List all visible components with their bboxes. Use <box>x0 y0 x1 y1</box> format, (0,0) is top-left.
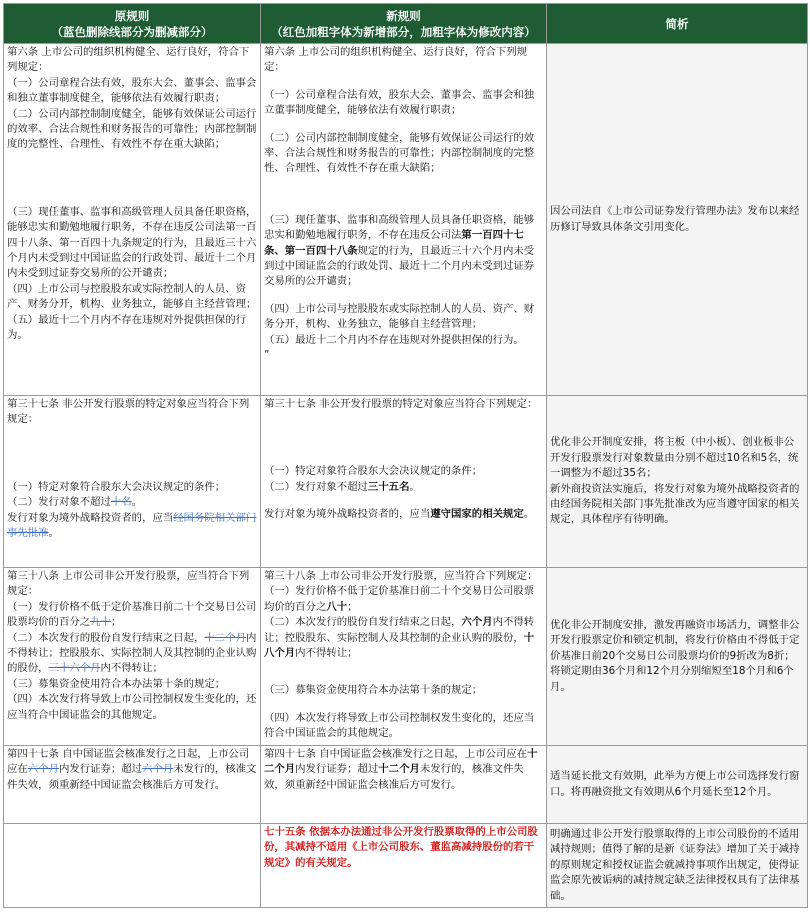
rules-comparison-table <box>3 3 808 908</box>
row2-new-item3-text-b: 。 <box>523 508 535 521</box>
row1-old-item4: （四）上市公司与控股股东或实际控制人的人员、资产、财务分开，机构、业务独立，能够自主经营管理； <box>7 282 257 311</box>
row1-old-item2: （二）公司内部控制制度健全，能够有效保证公司运行的效率、合法合规性和财务报告的可靠性；内部控制制度的完整性、合理性、有效性不存在重大缺陷； <box>7 107 257 151</box>
row3-old-item1 <box>7 600 257 631</box>
row4-new-text <box>264 747 543 793</box>
spacer <box>264 661 543 683</box>
row1-new-item5: （五）最近十二个月内不存在违规对外提供担保的行为。 <box>264 333 524 346</box>
row4-old-deleted-1: 六个月 <box>27 763 59 776</box>
spacer <box>264 290 543 302</box>
row4-analysis-text: 适当延长批文有效期，此举为方便上市公司选择发行窗口。将再融资批文有效期从6个月延长至12个月。 <box>550 770 800 798</box>
row5-new-text: 七十五条 依据本办法通过非公开发行股票取得的上市公司股份，其减持不适用《上市公司股东、董监高减持股份的若干规定》的有关规定。 <box>264 826 538 869</box>
row1-old-item3: （三）现任董事、监事和高级管理人员具备任职资格，能够忠实和勤勉地履行职务，不存在违反公司法第一百四十八条、第一百四十九条规定的行为，且最近三十六个月内未受到过中国证监会的行政处罚、最近十二个月内未受到过证券交易所的公开谴责； <box>7 205 257 280</box>
row3-old-item2-text-a: （二）本次发行的股份自发行结束之日起， <box>7 631 205 644</box>
spacer <box>264 119 543 131</box>
spacer <box>264 495 543 507</box>
row4-old-text-c: 未发行的，核准文件失效，须重新经中国证监会核准后方可发行。 <box>7 763 257 791</box>
header-new-subtitle: （红色加粗字体为新增部分，加粗字体为修改内容） <box>271 24 536 39</box>
header-analysis <box>547 4 808 44</box>
row1-new-item2: （二）公司内部控制制度健全，能够有效保证公司运行的效率、合法合规性和财务报告的可靠性；内部控制制度的完整性、合理性、有效性不存在重大缺陷； <box>264 131 535 175</box>
row3-new-cell <box>261 568 547 746</box>
row3-new-item1-text-a: （一）发行价格不低于定价基准日前二十个交易日公司股票均价的百分之 <box>264 585 535 613</box>
row1-new-item3-bold: 第一百四十七条、第一百四十八条 <box>264 229 524 257</box>
row1-new-item3-text-a: （三）现任董事、监事和高级管理人员具备任职资格，能够忠实和勤勉地履行职务，不存在违反公司法 <box>264 213 535 242</box>
row4-new-text-c: 未发行的，核准文件失效，须重新经中国证监会核准后方可发行。 <box>264 763 524 791</box>
table-row <box>4 824 808 908</box>
row1-old-item1: （一）公司章程合法有效，股东大会、董事会、监事会和独立董事制度健全，能够依法有效履行职责； <box>7 76 257 105</box>
row1-old-item5: （五）最近十二个月内不存在违规对外提供担保的行为。 <box>7 313 246 342</box>
table-row <box>4 396 808 568</box>
header-old-subtitle: （蓝色删除线部分为删减部分） <box>51 24 213 39</box>
table-row <box>4 44 808 396</box>
row4-old-text <box>7 747 257 793</box>
row3-old-item2-deleted: 十二个月 <box>204 631 246 644</box>
row2-old-item2-text-a: （二）发行对象不超过 <box>7 496 111 509</box>
spacer <box>264 177 543 213</box>
row3-old-item1-deleted: 九十 <box>90 616 111 629</box>
row5-analysis-text: 明确通过非公开发行股票取得的上市公司股份的不适用减持规则；值得了解的是新《证券法》增加了关于减持的原则规定和授权证监会就减持事项作出规定，使得证监会原先被诟病的减持规定缺乏法律授权具有了法律基础。 <box>550 827 800 902</box>
row1-analysis-cell <box>547 44 808 396</box>
row3-old-cell <box>4 568 261 746</box>
row3-old-item3: （三）募集资金使用符合本办法第十条的规定； <box>7 677 226 690</box>
row4-analysis-cell <box>547 746 808 824</box>
row3-old-item2-deleted-2: 三十六个月 <box>48 662 101 675</box>
row3-new-item2-text-c: 内不得转让； <box>295 647 358 660</box>
row2-old-item1: （一）特定对象符合股东大会决议规定的条件； <box>7 480 226 493</box>
row2-old-item3-deleted: 经国务院相关部门事先批准 <box>7 511 257 540</box>
row3-old-item1-text-a: （一）发行价格不低于定价基准日前二十个交易日公司股票均价的百分之 <box>7 600 257 629</box>
row2-new-intro: 第三十七条 非公开发行股票的特定对象应当符合下列规定： <box>264 398 538 410</box>
row2-new-item2-text-b: 。 <box>409 480 420 493</box>
row3-new-item4: （四）本次发行将导致上市公司控制权发生变化的，还应当符合中国证监会的其他规定。 <box>264 711 535 740</box>
row2-old-item2-deleted: 十名 <box>110 496 132 509</box>
row4-new-bold-1: 十二个月 <box>264 748 538 776</box>
row2-new-item3 <box>264 507 543 522</box>
row3-analysis-cell <box>547 568 808 746</box>
spacer <box>264 76 543 88</box>
row4-new-cell <box>261 746 547 824</box>
row3-new-item3: （三）募集资金使用符合本办法第十条的规定； <box>264 684 483 697</box>
row3-new-item2-text-a: （二）本次发行的股份自发行结束之日起， <box>264 616 462 629</box>
row2-new-item2-bold: 三十五名 <box>367 480 410 493</box>
row2-new-item3-text-a: 发行对象为境外战略投资者的，应当 <box>264 508 431 521</box>
row1-analysis-text: 因公司法自《上市公司证券发行管理办法》发布以来经历修订导致具体条文引用变化。 <box>550 205 800 233</box>
row4-new-text-a: 第四十七条 自中国证监会核准发行之日起，上市公司应在 <box>264 748 528 760</box>
row3-new-item1 <box>264 584 543 615</box>
row5-analysis-cell <box>547 824 808 908</box>
row2-old-item3 <box>7 511 257 542</box>
row3-old-intro: 第三十八条 上市公司非公开发行股票，应当符合下列规定： <box>7 570 250 598</box>
row2-old-item3-text-b: 。 <box>48 527 59 540</box>
row3-old-item2 <box>7 631 257 677</box>
row2-old-item3-text-a: 发行对象为境外战略投资者的，应当 <box>7 511 174 524</box>
row3-old-item2-text-b: 内不得转让；控股股东、实际控制人及其控制的企业认购的股份， <box>7 631 257 675</box>
comparison-document <box>3 3 807 908</box>
row3-new-item2-bold-2: 十八个月 <box>264 631 535 660</box>
row3-new-intro: 第三十八条 上市公司非公开发行股票，应当符合下列规定： <box>264 570 538 582</box>
row2-old-intro: 第三十七条 非公开发行股票的特定对象应当符合下列规定： <box>7 398 250 426</box>
table-row <box>4 746 808 824</box>
row4-old-cell <box>4 746 261 824</box>
header-new-title: 新规则 <box>386 8 421 23</box>
row4-old-deleted-2: 六个月 <box>142 763 174 776</box>
header-old-title: 原规则 <box>114 8 150 23</box>
row3-new-item2-text-b: 内不得转让；控股股东、实际控制人及其控制的企业认购的股份， <box>264 616 535 644</box>
row3-old-item2-text-c: 内不得转让； <box>100 662 163 675</box>
row1-new-item1: （一）公司章程合法有效，股东大会、董事会、监事会和独立董事制度健全，能够依法有效履行职责； <box>264 88 535 117</box>
row1-old-intro: 第六条 上市公司的组织机构健全、运行良好，符合下列规定： <box>7 46 250 74</box>
row3-new-item2 <box>264 615 543 661</box>
row1-new-quote: ” <box>264 349 270 362</box>
row3-old-item1-text-b: ； <box>110 616 122 629</box>
table-header-row <box>4 4 808 44</box>
row1-new-intro: 第六条 上市公司的组织机构健全、运行良好，符合下列规定： <box>264 46 528 74</box>
spacer <box>264 412 543 464</box>
row1-new-item3-text-b: 规定的行为，且最近三十六个月内未受到过中国证监会的行政处罚、最近十二个月内未受到过证券交易所的公开谴责； <box>264 244 535 288</box>
row2-new-item2-text-a: （二）发行对象不超过 <box>264 480 368 493</box>
row3-new-item1-text-b: ； <box>347 600 358 613</box>
row3-new-item1-bold: 八十 <box>326 600 348 613</box>
row3-old-item4: （四）本次发行将导致上市公司控制权发生变化的，还应当符合中国证监会的其他规定。 <box>7 693 257 721</box>
header-new-rules <box>261 4 547 44</box>
row5-new-cell <box>261 824 547 908</box>
header-analysis-title: 简析 <box>665 16 689 31</box>
row2-old-cell <box>4 396 261 568</box>
spacer <box>7 153 257 205</box>
row1-old-cell <box>4 44 261 396</box>
row4-old-text-b: 内发行证券；超过 <box>58 763 143 776</box>
row2-new-item3-bold: 遵守国家的相关规定 <box>430 508 524 521</box>
row4-old-text-a: 第四十七条 自中国证监会核准发行之日起，上市公司应在 <box>7 748 250 776</box>
row1-new-item3 <box>264 213 543 290</box>
row1-new-item4: （四）上市公司与控股股东或实际控制人的人员、资产、财务分开，机构、业务独立，能够自主经营管理； <box>264 302 535 331</box>
row2-analysis-p2: 新外商投资法实施后，将发行对象为境外战略投资者的由经国务院相关部门事先批准改为应当遵守国家的相关规定，具体程序有待明确。 <box>550 482 800 526</box>
spacer <box>7 428 257 480</box>
row2-analysis-p1: 优化非公开制度安排，将主板（中小板）、创业板非公开发行股票发行对象数量由分别不超过10名和5名，统一调整为不超过35名； <box>550 436 799 480</box>
row2-new-item1: （一）特定对象符合股东大会决议规定的条件； <box>264 465 483 478</box>
row1-new-cell <box>261 44 547 396</box>
row3-new-item2-bold: 六个月 <box>461 616 493 629</box>
table-row <box>4 568 808 746</box>
row2-old-item2 <box>7 495 257 510</box>
row5-old-cell <box>4 824 261 908</box>
row2-old-item2-text-b: 。 <box>131 496 143 509</box>
row2-analysis-cell <box>547 396 808 568</box>
row3-analysis-text: 优化非公开制度安排，激发再融资市场活力，调整非公开发行股票定价和锁定机制，将发行价格由不得低于定价基准日前20个交易日公司股票均价的9折改为8折；将锁定期由36个月和12个月分别缩短至18个月和6个月。 <box>550 618 800 693</box>
row4-new-bold-2: 十二个月 <box>378 763 420 776</box>
header-old-rules <box>4 4 261 44</box>
row2-new-cell <box>261 396 547 568</box>
row4-new-text-b: 内发行证券；超过 <box>295 763 379 776</box>
row2-new-item2 <box>264 480 543 495</box>
spacer <box>264 699 543 711</box>
